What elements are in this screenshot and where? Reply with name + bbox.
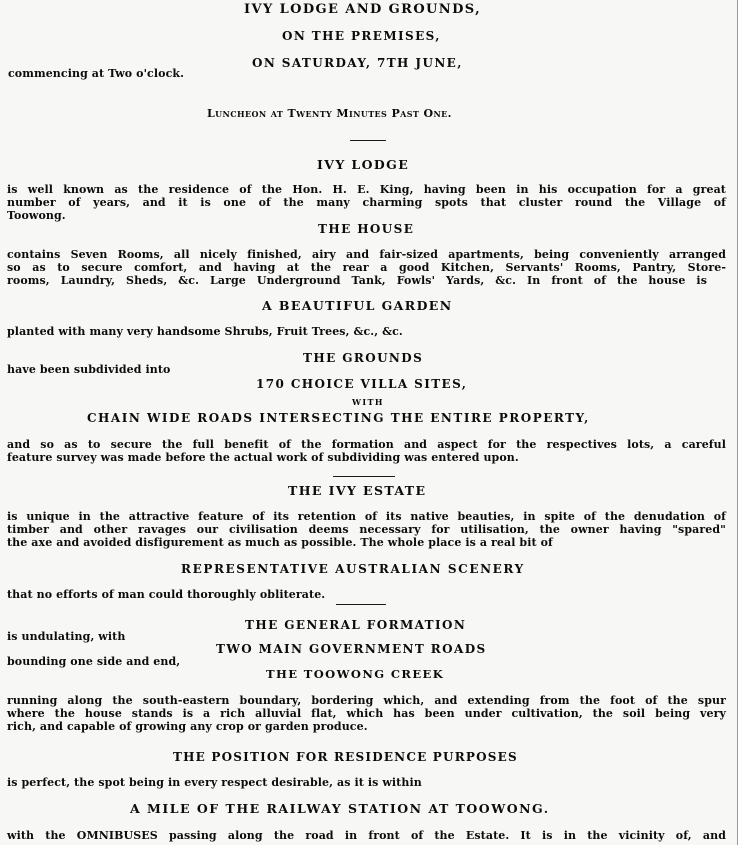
text-ivy-lodge-line-2: number of years, and it is one of the many charming spots that cluster round the Village of	[7, 196, 726, 209]
text-estate-line-2: timber and other ravages our civilisation deems necessary for utilisation, the owner having "spared"	[7, 523, 726, 536]
heading-ivy-estate: THE IVY ESTATE	[288, 483, 427, 498]
text-scenery-line-1: that no efforts of man could thoroughly obliterate.	[7, 588, 326, 601]
heading-villa-sites: 170 CHOICE VILLA SITES,	[256, 377, 468, 391]
heading-beautiful-garden: A BEAUTIFUL GARDEN	[262, 298, 453, 313]
text-luncheon: Luncheon at Twenty Minutes Past One.	[207, 107, 452, 120]
heading-the-grounds: THE GROUNDS	[303, 351, 424, 365]
text-house-line-1: contains Seven Rooms, all nicely finished, airy and fair-sized apartments, being conveniently arranged	[7, 248, 726, 261]
text-railway-line-1: with the OMNIBUSES passing along the road in front of the Estate. It is in the vicinity of, and	[7, 829, 726, 842]
heading-government-roads: TWO MAIN GOVERNMENT ROADS	[216, 642, 487, 656]
divider-rule-2	[333, 476, 395, 477]
text-roads-line-2: feature survey was made before the actual work of subdividing was entered upon.	[7, 451, 519, 464]
text-house-line-3: rooms, Laundry, Sheds, &c. Large Underground Tank, Fowls' Yards, &c. In front of the house is	[7, 274, 707, 287]
heading-ivy-lodge: IVY LODGE	[317, 157, 410, 172]
text-ivy-lodge-line-3: Toowong.	[7, 209, 66, 222]
heading-general-formation: THE GENERAL FORMATION	[245, 618, 467, 632]
heading-ivy-lodge-and-grounds: IVY LODGE AND GROUNDS,	[244, 2, 481, 17]
heading-toowong-creek: THE TOOWONG CREEK	[266, 667, 445, 681]
text-commencing: commencing at Two o'clock.	[8, 67, 185, 80]
heading-chain-wide-roads: CHAIN WIDE ROADS INTERSECTING THE ENTIRE PROPERTY,	[87, 411, 590, 425]
heading-on-the-premises: ON THE PREMISES,	[282, 29, 441, 43]
text-house-line-2: so as to secure comfort, and having at the rear a good Kitchen, Servants' Rooms, Pantry, Store-	[7, 261, 726, 274]
heading-railway-station: A MILE OF THE RAILWAY STATION AT TOOWONG.	[130, 801, 550, 816]
text-estate-line-1: is unique in the attractive feature of its retention of its native beauties, in spite of the denudation of	[7, 510, 726, 523]
text-creek-line-3: rich, and capable of growing any crop or garden produce.	[7, 720, 368, 733]
text-position-line-1: is perfect, the spot being in every respect desirable, as it is within	[7, 776, 422, 789]
heading-residence-purposes: THE POSITION FOR RESIDENCE PURPOSES	[173, 750, 518, 764]
text-creek-line-2: where the house stands is a rich alluvial flat, which has been under cultivation, the soil being very	[7, 707, 726, 720]
text-garden-line-1: planted with many very handsome Shrubs, Fruit Trees, &c., &c.	[7, 325, 403, 338]
divider-rule-3	[336, 604, 386, 605]
text-estate-line-3: the axe and avoided disfigurement as much as possible. The whole place is a real bit of	[7, 536, 553, 549]
divider-rule-1	[350, 140, 386, 141]
text-ivy-lodge-line-1: is well known as the residence of the Hon. H. E. King, having been in his occupation for a great	[7, 183, 726, 196]
text-formation-line-1: is undulating, with	[7, 630, 126, 643]
text-creek-line-1: running along the south-eastern boundary, bordering which, and extending from the foot of the spur	[7, 694, 726, 707]
text-roads-line-1: and so as to secure the full benefit of the formation and aspect for the respectives lots, a careful	[7, 438, 726, 451]
text-formation-line-2: bounding one side and end,	[7, 655, 181, 668]
text-grounds-line-1: have been subdivided into	[7, 363, 171, 376]
heading-australian-scenery: REPRESENTATIVE AUSTRALIAN SCENERY	[181, 562, 525, 576]
heading-with: WITH	[352, 397, 384, 407]
heading-the-house: THE HOUSE	[318, 222, 415, 236]
heading-on-saturday: ON SATURDAY, 7TH JUNE,	[252, 56, 463, 70]
